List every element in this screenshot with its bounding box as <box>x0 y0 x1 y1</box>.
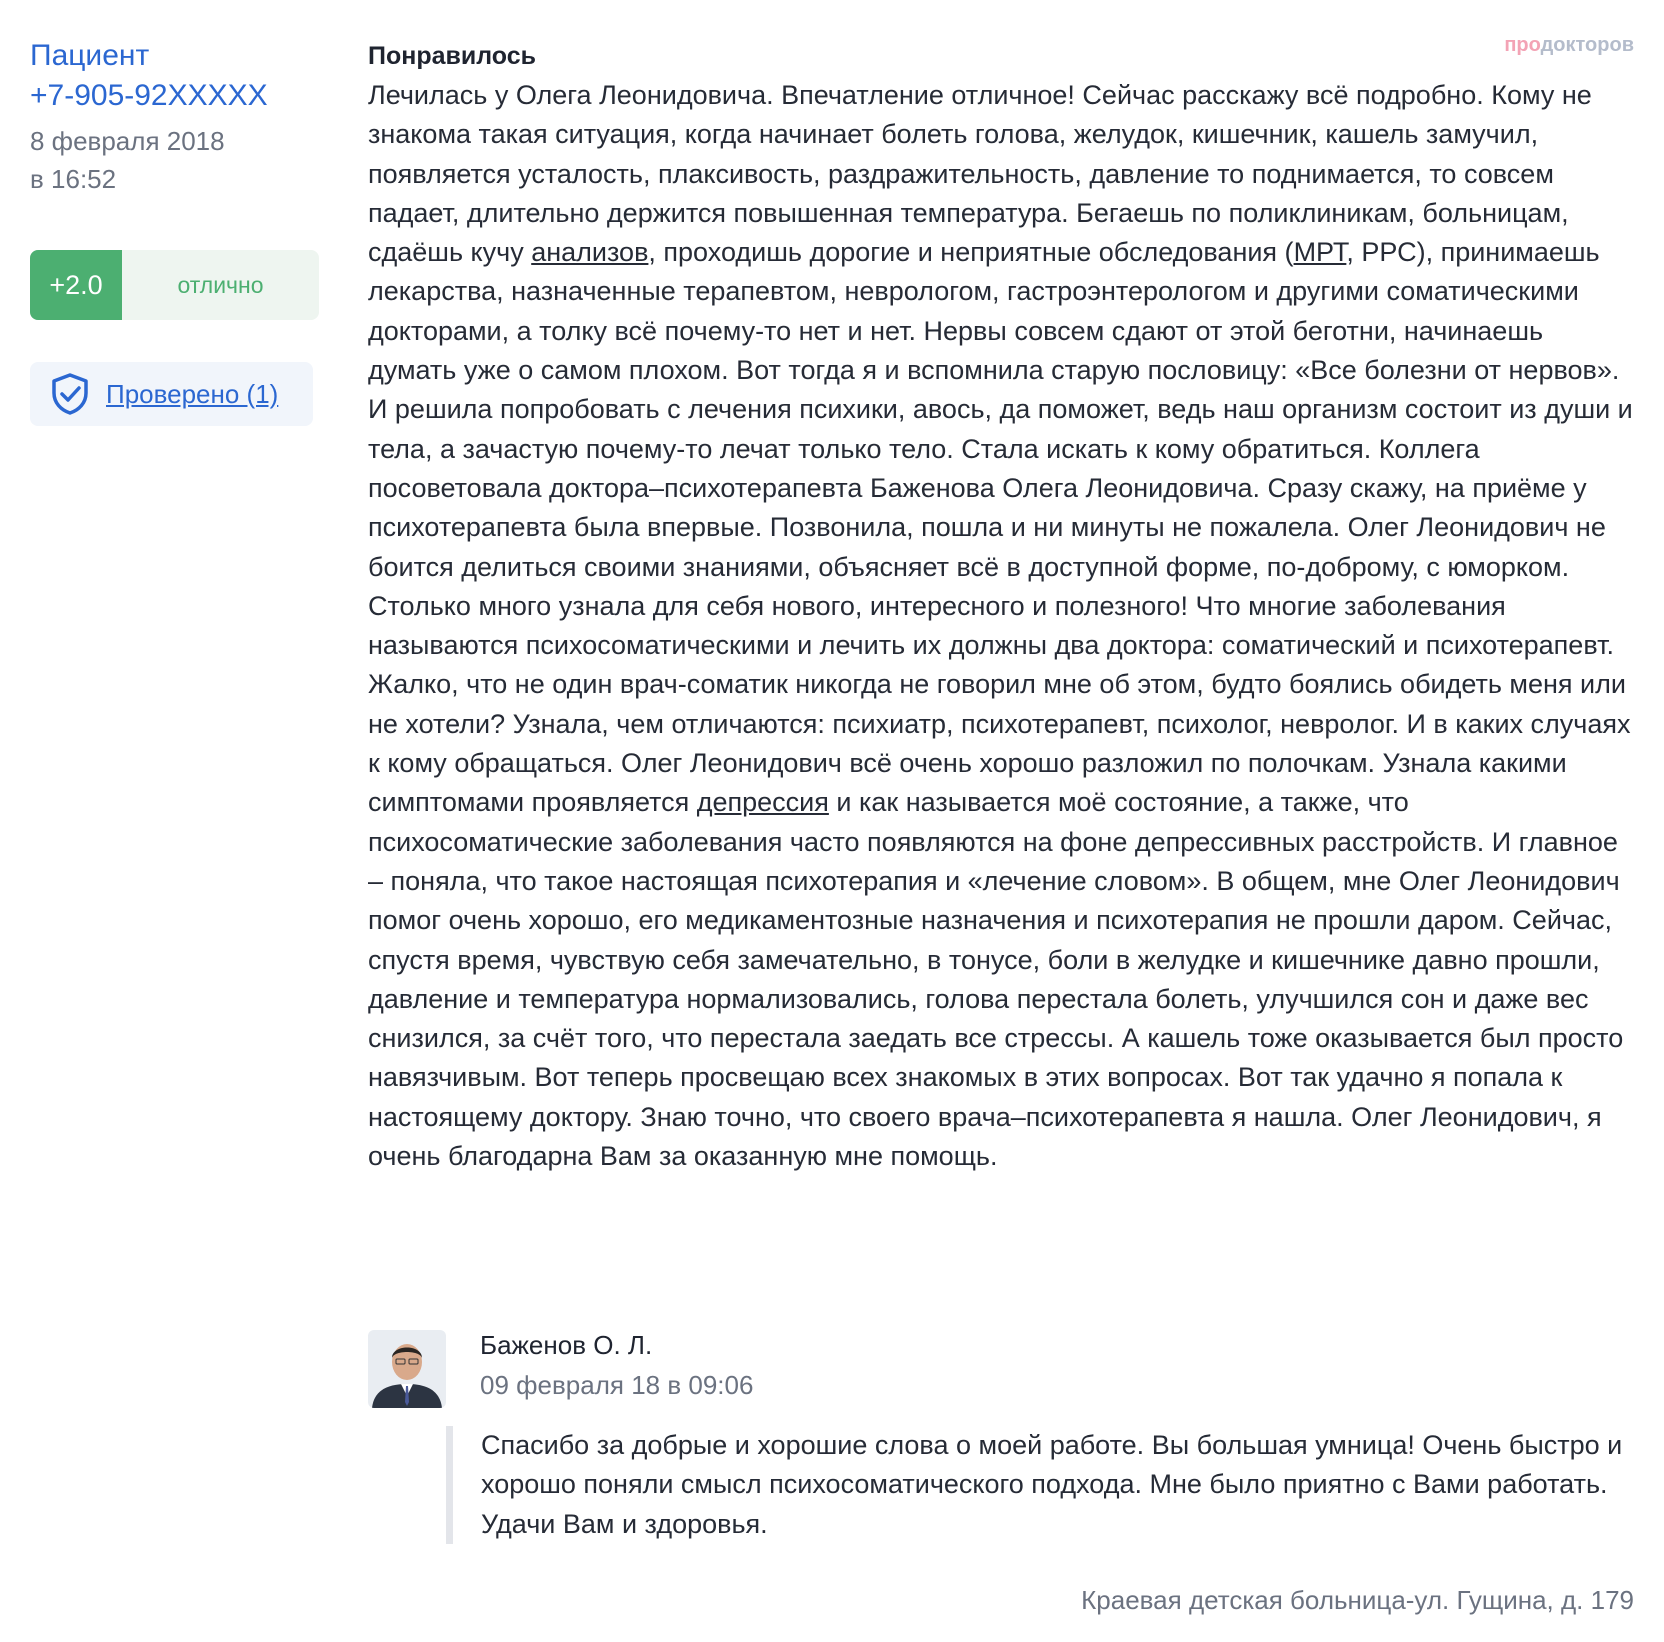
reply-text: Спасибо за добрые и хорошие слова о моей работе. Вы большая умница! Очень быстро и хорошо поняли смысл психосоматического подхода. Мне было приятно с Вами работать. Удачи Вам и здоровья. <box>481 1430 1623 1539</box>
doctor-name[interactable]: Баженов О. Л. <box>480 1330 653 1360</box>
doctor-avatar[interactable] <box>368 1330 446 1408</box>
brand-logo-part1: про <box>1504 34 1541 56</box>
review-date-day: 8 февраля 2018 <box>30 126 225 156</box>
link-analyses[interactable]: анализов <box>531 237 649 268</box>
verified-button[interactable] <box>30 362 313 426</box>
review-date-time: в 16:52 <box>30 164 117 194</box>
review-text-part-2: , проходишь дорогие и неприятные обследования ( <box>648 237 1294 268</box>
rating-badge <box>30 250 319 320</box>
brand-logo-part2: докторов <box>1540 34 1634 56</box>
review-date <box>30 122 330 198</box>
reply-date: 09 февраля 18 в 09:06 <box>480 1370 754 1400</box>
verified-label[interactable]: Проверено (1) <box>106 378 279 409</box>
review-text-part-3: , РРС), принимаешь лекарства, назначенные терапевтом, неврологом, гастроэнтерологом и другими соматическими докторами, а толку всё почему-то нет и нет. Нервы совсем сдают от этой беготни, начинаешь думать уже о самом плохом. Вот тогда я и вспомнила старую пословицу: «Все болезни от нервов». И решила попробовать с лечения психики, авось, да поможет, ведь наш организм состоит из души и тела, а зачастую почему-то лечат только тело. Стала искать к кому обратиться. Коллега посоветовала доктора–психотерапевта Баженова Олега Леонидовича. Сразу скажу, на приёме у психотерапевта была впервые. Позвонила, пошла и ни минуты не пожалела. Олег Леонидович не боится делиться своими знаниями, объясняет всё в доступной форме, по-доброму, с юморком. Столько много узнала для себя нового, интересного и полезного! Что многие заболевания называются психосоматическими и лечить их должны два доктора: соматический и психотерапевт. Жалко, что не один врач-соматик никогда не говорил мне об этом, будто боялись обидеть меня или не хотели? Узнала, чем отличаются: психиатр, психотерапевт, психолог, невролог. И в каких случаях к кому обращаться. Олег Леонидович всё очень хорошо разложил по полочкам. Узнала какими симптомами проявляется <box>368 237 1633 818</box>
link-mri[interactable]: МРТ <box>1293 237 1347 268</box>
review-text-part-4: и как называется моё состояние, а также, что психосоматические заболевания часто появляются на фоне депрессивных расстройств. И главное – поняла, что такое настоящая психотерапия и «лечение словом». В общем, мне Олег Леонидович помог очень хорошо, его медикаментозные назначения и психотерапия не прошли даром. Сейчас, спустя время, чувствую себя замечательно, в тонусе, боли в желудке и кишечнике давно прошли, давление и температура нормализовались, голова перестала болеть, улучшился сон и даже вес снизился, за счёт того, что перестала заедать все стрессы. А кашель тоже оказывается был просто навязчивым. Вот теперь просвещаю всех знакомых в этих вопросах. Вот так удачно я попала к настоящему доктору. Знаю точно, что своего врача–психотерапевта я нашла. Олег Леонидович, я очень благодарна Вам за оказанную мне помощь. <box>368 787 1624 1172</box>
rating-label: отлично <box>177 271 264 298</box>
reply-quote <box>446 1426 1641 1544</box>
clinic-location[interactable]: Краевая детская больница-ул. Гущина, д. 179 <box>1081 1585 1634 1615</box>
patient-info <box>30 36 330 198</box>
review-title: Понравилось <box>368 42 537 70</box>
review-text <box>368 76 1633 1176</box>
patient-name[interactable]: Пациент <box>30 39 150 72</box>
patient-phone[interactable]: +7-905-92XXXXX <box>30 79 268 112</box>
review-block <box>368 36 1633 1176</box>
shield-check-icon <box>50 372 90 416</box>
rating-score: +2.0 <box>30 250 122 320</box>
review-text-part-1: Лечилась у Олега Леонидовича. Впечатление отличное! Сейчас расскажу всё подробно. Кому не знакома такая ситуация, когда начинает болеть голова, желудок, кишечник, кашель замучил, появляется усталость, плаксивость, раздражительность, давление то поднимается, то совсем падает, длительно держится повышенная температура. Бегаешь по поликлиникам, больницам, сдаёшь кучу <box>368 80 1592 268</box>
link-depression[interactable]: депрессия <box>696 787 829 818</box>
